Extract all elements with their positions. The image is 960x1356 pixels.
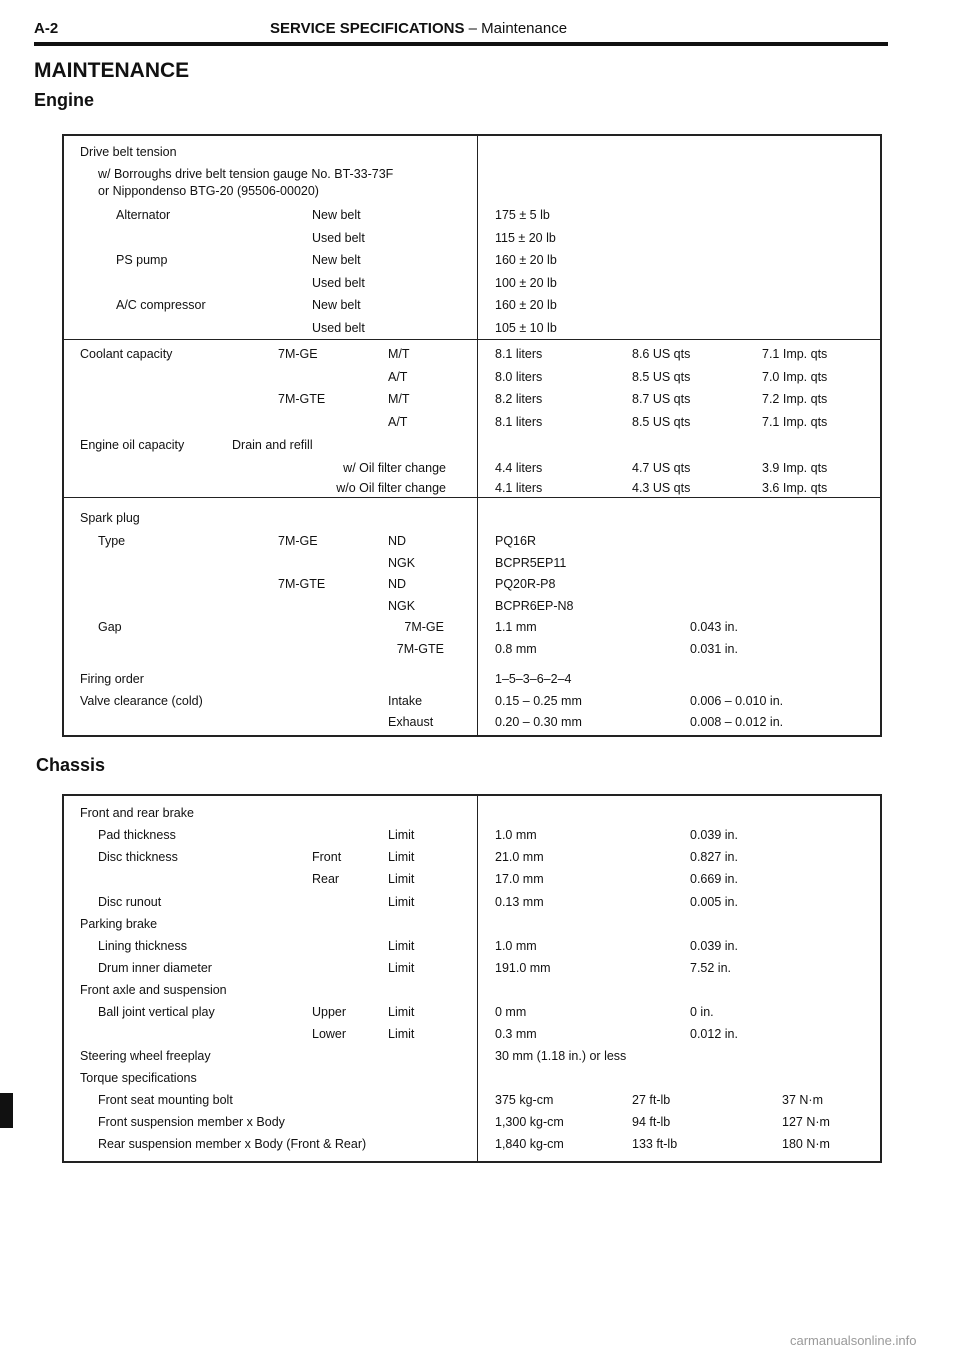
coolant-trans: M/T <box>388 347 410 361</box>
chassis-value-metric: 17.0 mm <box>495 872 544 886</box>
belt-tension-value: 105 ± 10 lb <box>495 320 557 335</box>
oil-imp-qts: 3.9 Imp. qts <box>762 461 828 475</box>
chassis-limit: Limit <box>388 828 415 842</box>
gap-in: 0.031 in. <box>690 642 738 656</box>
coolant-imp-qts: 7.2 Imp. qts <box>762 392 828 406</box>
valve-condition: Intake <box>388 694 423 708</box>
coolant-engine: 7M-GE <box>278 347 318 361</box>
engine-column-divider <box>477 134 478 737</box>
oil-condition: w/o Oil filter change <box>336 481 446 495</box>
chassis-value-imperial: 0.669 in. <box>690 872 738 886</box>
chassis-value-imperial: 27 ft-lb <box>632 1093 671 1107</box>
chassis-limit: Limit <box>388 961 415 975</box>
chassis-value-metric: 1,300 kg-cm <box>495 1115 564 1129</box>
header-rule <box>34 42 888 46</box>
engine-spec-table <box>62 134 882 737</box>
chassis-spec-table <box>62 794 882 1163</box>
engine-section-divider <box>62 339 882 340</box>
spark-engine: 7M-GE <box>278 534 318 548</box>
coolant-liters: 8.1 liters <box>495 414 543 429</box>
chassis-value-imperial: 7.52 in. <box>690 961 732 975</box>
chassis-column-divider <box>477 794 478 1163</box>
chassis-item-label: Steering wheel freeplay <box>80 1049 211 1063</box>
chassis-limit: Limit <box>388 872 415 886</box>
firing-order-value: 1–5–3–6–2–4 <box>495 672 572 686</box>
chassis-value-metric: 0 mm <box>495 1005 527 1019</box>
chassis-limit: Limit <box>388 939 415 953</box>
chassis-position: Lower <box>312 1027 347 1041</box>
header-subsection: – Maintenance <box>464 20 568 37</box>
coolant-label: Coolant capacity <box>80 347 173 361</box>
spark-brand: ND <box>388 577 407 591</box>
chassis-item-label: Disc runout <box>98 895 162 909</box>
oil-imp-qts: 3.6 Imp. qts <box>762 481 828 495</box>
chassis-item-label: Front and rear brake <box>80 806 194 820</box>
oil-us-qts: 4.3 US qts <box>632 481 691 495</box>
belt-condition: Used belt <box>312 275 365 290</box>
spark-brand: NGK <box>388 555 416 570</box>
drive-belt-label: Drive belt tension <box>80 145 177 159</box>
engine-heading: Engine <box>34 90 95 110</box>
chassis-item-label: Pad thickness <box>98 828 176 842</box>
belt-item-label: PS pump <box>116 253 168 267</box>
chassis-limit: Limit <box>388 895 415 909</box>
belt-tension-value: 175 ± 5 lb <box>495 208 550 222</box>
belt-item-label: Alternator <box>116 208 171 222</box>
valve-mm: 0.15 – 0.25 mm <box>495 694 582 708</box>
belt-tension-value: 160 ± 20 lb <box>495 298 557 312</box>
coolant-imp-qts: 7.0 Imp. qts <box>762 369 828 384</box>
page-header-title <box>270 22 567 36</box>
chassis-value-metric: 191.0 mm <box>495 961 551 975</box>
chassis-value-metric: 21.0 mm <box>495 850 544 864</box>
chassis-heading: Chassis <box>36 755 106 775</box>
belt-tension-value: 100 ± 20 lb <box>495 275 557 290</box>
chassis-value-nm: 127 N·m <box>782 1115 830 1129</box>
gauge-line: or Nippondenso BTG-20 (95506-00020) <box>98 184 319 198</box>
oil-liters: 4.1 liters <box>495 481 543 495</box>
oil-label: Engine oil capacity <box>80 438 185 452</box>
chassis-item-label: Torque specifications <box>80 1071 197 1085</box>
margin-tab-marker <box>0 1093 13 1128</box>
chassis-position: Front <box>312 850 342 864</box>
chassis-item-label: Lining thickness <box>98 939 187 953</box>
chassis-value-nm: 180 N·m <box>782 1137 830 1151</box>
coolant-liters: 8.2 liters <box>495 392 543 406</box>
valve-condition: Exhaust <box>388 715 434 729</box>
valve-mm: 0.20 – 0.30 mm <box>495 715 582 729</box>
valve-clearance-label: Valve clearance (cold) <box>80 694 203 708</box>
coolant-liters: 8.0 liters <box>495 369 543 384</box>
spark-brand: ND <box>388 534 407 548</box>
chassis-limit: Limit <box>388 1005 415 1019</box>
gap-mm: 0.8 mm <box>495 642 537 656</box>
coolant-us-qts: 8.6 US qts <box>632 347 691 361</box>
coolant-liters: 8.1 liters <box>495 347 543 361</box>
chassis-item-label: Front seat mounting bolt <box>98 1093 233 1107</box>
coolant-trans: M/T <box>388 392 410 406</box>
belt-condition: New belt <box>312 298 361 312</box>
spark-plug-code: PQ20R-P8 <box>495 577 556 591</box>
belt-tension-value: 160 ± 20 lb <box>495 253 557 267</box>
gap-label: Gap <box>98 620 122 634</box>
chassis-item-label: Rear suspension member x Body (Front & Rear) <box>98 1137 367 1151</box>
chassis-value-metric: 1.0 mm <box>495 828 537 842</box>
gap-mm: 1.1 mm <box>495 620 537 634</box>
chassis-value-metric: 1.0 mm <box>495 939 537 953</box>
chassis-value-imperial: 0.827 in. <box>690 850 738 864</box>
oil-liters: 4.4 liters <box>495 461 543 475</box>
chassis-item-label: Drum inner diameter <box>98 961 212 975</box>
gap-engine: 7M-GE <box>404 620 444 634</box>
oil-condition: w/ Oil filter change <box>343 461 446 475</box>
coolant-trans: A/T <box>388 414 408 429</box>
chassis-value-imperial: 0.012 in. <box>690 1027 738 1041</box>
gauge-line: w/ Borroughs drive belt tension gauge No. BT-33-73F <box>98 167 394 181</box>
chassis-value-imperial: 0.005 in. <box>690 895 738 909</box>
chassis-value-metric: 375 kg-cm <box>495 1093 554 1107</box>
coolant-imp-qts: 7.1 Imp. qts <box>762 347 828 361</box>
chassis-limit: Limit <box>388 850 415 864</box>
coolant-us-qts: 8.5 US qts <box>632 369 691 384</box>
watermark: carmanualsonline.info <box>790 1333 917 1348</box>
coolant-engine: 7M-GTE <box>278 392 326 406</box>
coolant-imp-qts: 7.1 Imp. qts <box>762 414 828 429</box>
belt-item-label: A/C compressor <box>116 298 206 312</box>
valve-in: 0.008 – 0.012 in. <box>690 715 784 729</box>
belt-condition: New belt <box>312 208 361 222</box>
chassis-item-label: Front axle and suspension <box>80 983 227 997</box>
chassis-value-imperial: 0.039 in. <box>690 939 738 953</box>
coolant-trans: A/T <box>388 369 408 384</box>
valve-in: 0.006 – 0.010 in. <box>690 694 784 708</box>
belt-condition: Used belt <box>312 320 365 335</box>
chassis-position: Upper <box>312 1005 347 1019</box>
chassis-value-imperial: 133 ft-lb <box>632 1137 678 1151</box>
engine-section-divider <box>62 497 882 498</box>
oil-sub-label: Drain and refill <box>232 438 313 452</box>
oil-us-qts: 4.7 US qts <box>632 461 691 475</box>
chassis-value-metric: 1,840 kg-cm <box>495 1137 564 1151</box>
type-label: Type <box>98 534 126 548</box>
spark-brand: NGK <box>388 598 416 613</box>
chassis-item-label: Ball joint vertical play <box>98 1005 215 1019</box>
chassis-limit: Limit <box>388 1027 415 1041</box>
belt-condition: Used belt <box>312 230 365 245</box>
belt-tension-value: 115 ± 20 lb <box>495 230 556 245</box>
page-title: MAINTENANCE <box>34 59 190 82</box>
chassis-value-metric: 0.3 mm <box>495 1027 537 1041</box>
spark-plug-label: Spark plug <box>80 511 140 525</box>
chassis-value-imperial: 0 in. <box>690 1005 714 1019</box>
gap-engine: 7M-GTE <box>396 642 444 656</box>
spark-plug-code: BCPR6EP-N8 <box>495 598 574 613</box>
chassis-item-label: Front suspension member x Body <box>98 1115 285 1129</box>
firing-order-label: Firing order <box>80 672 144 686</box>
chassis-item-label: Parking brake <box>80 917 158 931</box>
gap-in: 0.043 in. <box>690 620 738 634</box>
chassis-item-label: Disc thickness <box>98 850 178 864</box>
chassis-value-metric: 30 mm (1.18 in.) or less <box>495 1049 627 1063</box>
spark-plug-code: PQ16R <box>495 534 536 548</box>
coolant-us-qts: 8.5 US qts <box>632 414 691 429</box>
coolant-us-qts: 8.7 US qts <box>632 392 691 406</box>
header-section: SERVICE SPECIFICATIONS <box>270 20 465 37</box>
belt-condition: New belt <box>312 253 361 267</box>
spark-engine: 7M-GTE <box>278 577 326 591</box>
chassis-position: Rear <box>312 872 340 886</box>
chassis-value-imperial: 94 ft-lb <box>632 1115 671 1129</box>
page-number: A-2 <box>34 20 59 37</box>
chassis-value-nm: 37 N·m <box>782 1093 823 1107</box>
chassis-value-metric: 0.13 mm <box>495 895 544 909</box>
spark-plug-code: BCPR5EP11 <box>495 555 567 570</box>
chassis-value-imperial: 0.039 in. <box>690 828 738 842</box>
